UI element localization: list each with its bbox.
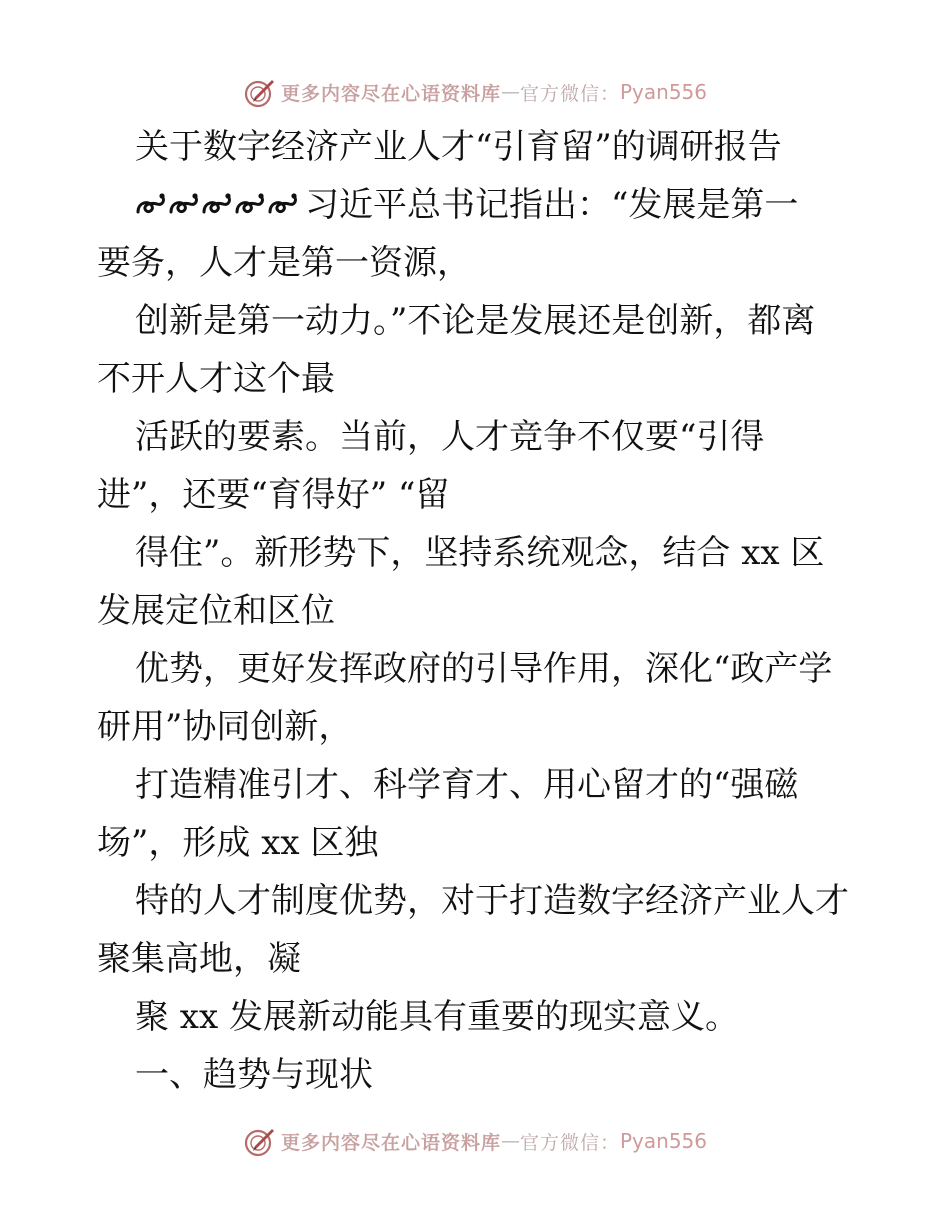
document-line-text: 得住”。新形势下，坚持系统观念，结合 xx 区 [135, 533, 825, 573]
document-line [97, 698, 857, 756]
document-line [97, 408, 857, 466]
document-line [97, 582, 857, 640]
paragraph-lines [97, 176, 857, 1104]
document-line [97, 350, 857, 408]
watermark-separator: — [500, 81, 520, 103]
document-line-text: 特的人才制度优势，对于打造数字经济产业人才 [135, 881, 849, 921]
document-line [97, 524, 857, 582]
document-line-text: 进”，还要“育得好” “留 [97, 475, 450, 515]
document-line-text: 不开人才这个最 [97, 359, 335, 399]
flourish-ornament-icon [135, 190, 305, 220]
document-line [97, 640, 857, 698]
document-line [97, 814, 857, 872]
document-body [97, 118, 857, 1104]
header-watermark [0, 72, 950, 112]
watermark-side-text: 官方微信： [519, 82, 620, 105]
quill-logo-icon [243, 75, 277, 109]
watermark-side-text: 官方微信： [519, 1131, 620, 1154]
document-line-text: 一、趋势与现状 [135, 1055, 373, 1095]
document-line-text: 优势，更好发挥政府的引导作用，深化“政产学 [135, 649, 833, 689]
quill-logo-icon [243, 1124, 277, 1158]
document-line [97, 930, 857, 988]
document-line [97, 234, 857, 292]
document-line-text: 发展定位和区位 [97, 591, 335, 631]
watermark-handle: Pyan556 [620, 1129, 708, 1153]
document-line [97, 466, 857, 524]
document-line-text: 打造精准引才、科学育才、用心留才的“强磁 [135, 765, 799, 805]
document-line [97, 176, 857, 234]
document-line [97, 988, 857, 1046]
document-line-text: 要务，人才是第一资源， [97, 243, 471, 283]
watermark-main-text: 更多内容尽在心语资料库 [280, 82, 501, 105]
document-line [97, 1046, 857, 1104]
document-line-text: 聚集高地，凝 [97, 939, 301, 979]
document-title: 关于数字经济产业人才“引育留”的调研报告 [135, 127, 782, 167]
document-line-text: 场”，形成 xx 区独 [97, 823, 379, 863]
watermark-main-text: 更多内容尽在心语资料库 [280, 1131, 501, 1154]
document-line [97, 292, 857, 350]
document-line-text: 研用”协同创新， [97, 707, 353, 747]
watermark-separator: — [500, 1130, 520, 1152]
document-line-text: 活跃的要素。当前，人才竞争不仅要“引得 [135, 417, 765, 457]
document-line-text: 创新是第一动力。”不论是发展还是创新，都离 [135, 301, 816, 341]
document-line-text: 聚 xx 发展新动能具有重要的现实意义。 [135, 997, 739, 1037]
document-line [97, 872, 857, 930]
footer-watermark [0, 1121, 950, 1161]
document-line-text: 习近平总书记指出：“发展是第一 [305, 185, 799, 225]
document-line [97, 756, 857, 814]
watermark-handle: Pyan556 [620, 80, 708, 104]
